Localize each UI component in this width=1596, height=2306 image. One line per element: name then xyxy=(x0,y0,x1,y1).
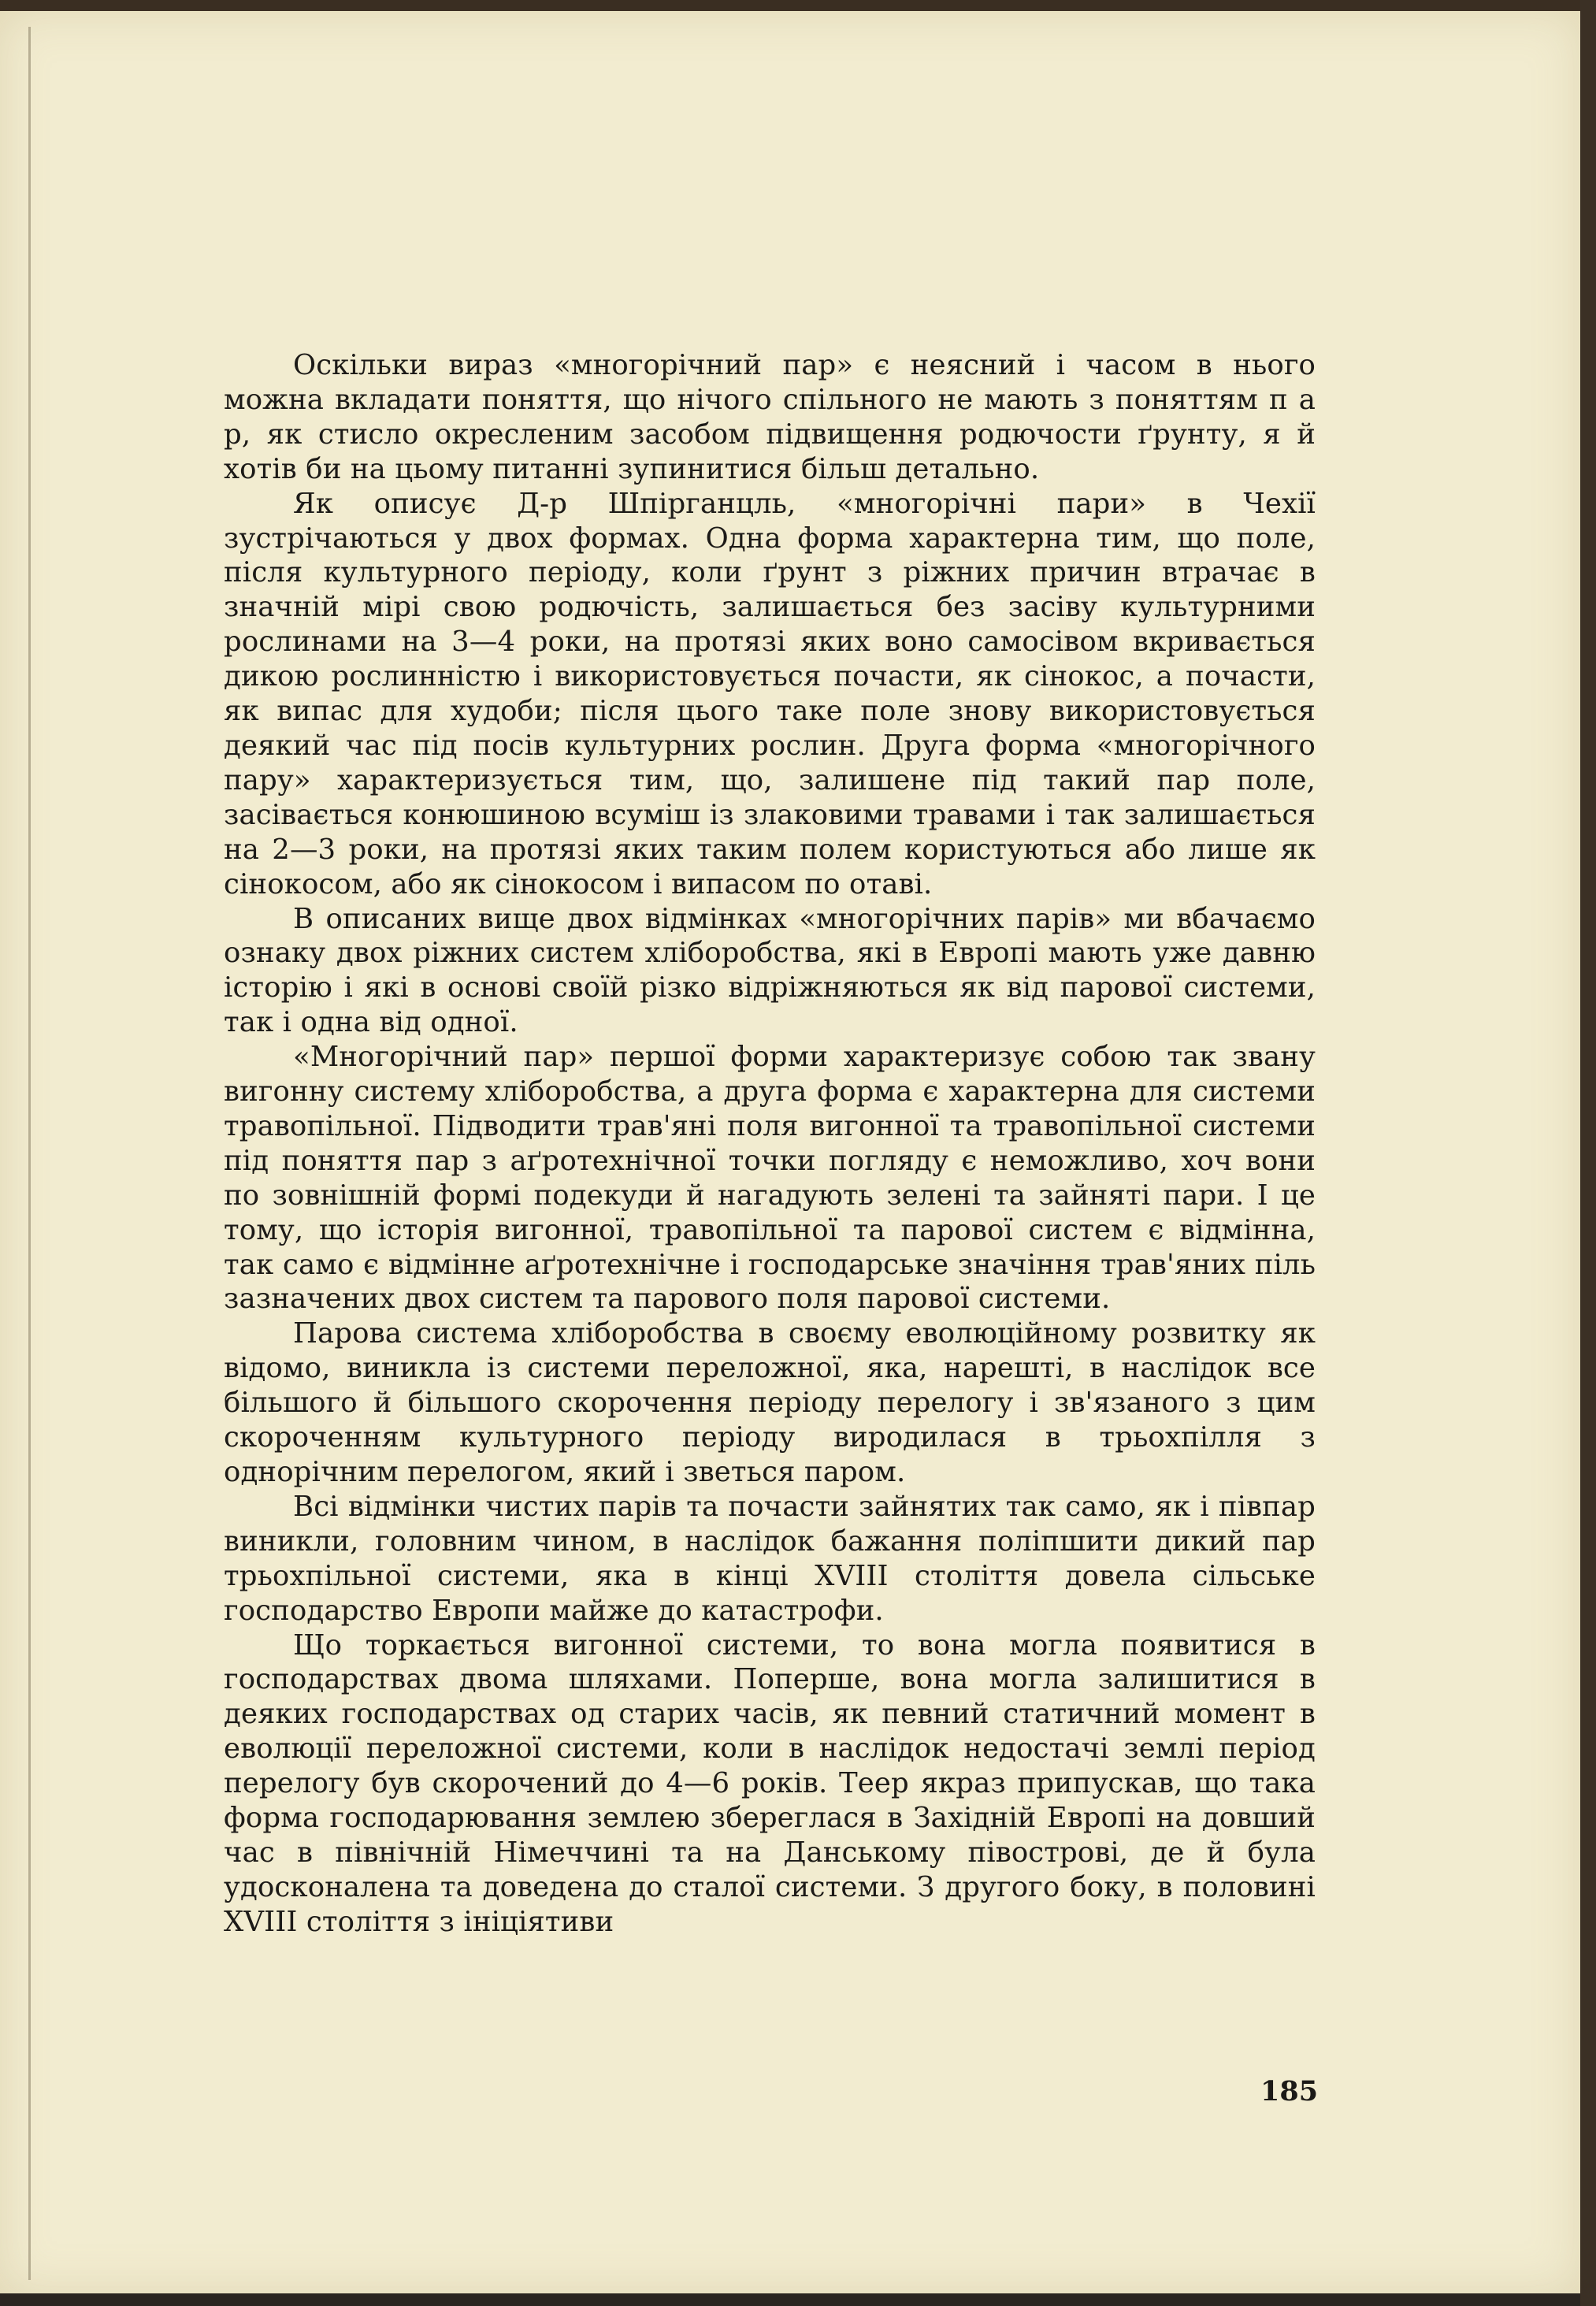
paragraph-3: В описаних вище двох відмінках «многорічних парів» ми вбачаємо ознаку двох ріжних систем хліборобства, які в Европі мають уже давню історію і які в основі своїй різко відріжняються як від парової системи, так і одна від одної. xyxy=(224,902,1316,1039)
paragraph-6: Всі відмінки чистих парів та почасти зайнятих так само, як і півпар виникли, головним чином, в наслідок бажання поліпшити дикий пар трьохпільної системи, яка в кінці XVIII століття довела сільське господарство Европи майже до катастрофи. xyxy=(224,1490,1316,1627)
paragraph-5: Парова система хліборобства в своєму еволюційному розвитку як відомо, виникла із системи переложної, яка, нарешті, в наслідок все більшого й більшого скорочення періоду перелогу і зв'язаного з цим скороченням культурного періоду виродилася в трьохпілля з однорічним перелогом, який і зветься паром. xyxy=(224,1317,1316,1488)
paragraph-2: Як описує Д-р Шпірганцль, «многорічні пари» в Чехії зустрічаються у двох формах. Одна форма характерна тим, що поле, після культурного періоду, коли ґрунт з ріжних причин втрачає в значній мірі свою родючість, залишається без засіву культурними рослинами на 3—4 роки, на протязі яких воно самосівом вкривається дикою рослинністю і використовується почасти, як сінокос, а почасти, як випас для худоби; після цього таке поле знову використовується деякий час під посів культурних рослин. Друга форма «многорічного пару» характеризується тим, що, залишене під такий пар поле, засівається конюшиною всуміш із злаковими травами і так залишається на 2—3 роки, на протязі яких таким полем користуються або лише як сінокосом, або як сінокосом і випасом по отаві. xyxy=(224,487,1316,900)
paragraph-4: «Многорічний пар» першої форми характеризує собою так звану вигонну систему хліборобства, а друга форма є характерна для системи травопільної. Підводити трав'яні поля вигонної та травопільної системи під поняття пар з аґротехнічної точки погляду є неможливо, хоч вони по зовнішній формі подекуди й нагадують зелені та зайняті пари. І це тому, що історія вигонної, травопільної та парової систем є відмінна, так само є відмінне аґротехнічне і господарське значіння трав'яних піль зазначених двох систем та парового поля парової системи. xyxy=(224,1041,1316,1316)
paragraph-1: Оскільки вираз «многорічний пар» є неясний і часом в нього можна вкладати поняття, що нічого спільного не мають з поняттям п а р, як стисло окресленим засобом підвищення родючости ґрунту, я й хотів би на цьому питанні зупинитися більш детально. xyxy=(224,349,1316,485)
page-number: 185 xyxy=(1260,2075,1319,2107)
body-text xyxy=(224,348,1316,1940)
paragraph-7: Що торкається вигонної системи, то вона могла появитися в господарствах двома шляхами. Поперше, вона могла залишитися в деяких господарствах од старих часів, як певний статичний момент в еволюції переложної системи, коли в наслідок недостачі землі період перелогу був скорочений до 4—6 років. Теер якраз припускав, що така форма господарювання землею збереглася в Західній Европі на довший час в північній Німеччині та на Данському півострові, де й була удосконалена та доведена до сталої системи. З другого боку, в половині XVIII століття з ініціятиви xyxy=(224,1628,1316,1938)
book-page xyxy=(0,11,1580,2293)
binding-shadow xyxy=(28,27,31,2280)
scan-right-edge xyxy=(1580,0,1596,2306)
